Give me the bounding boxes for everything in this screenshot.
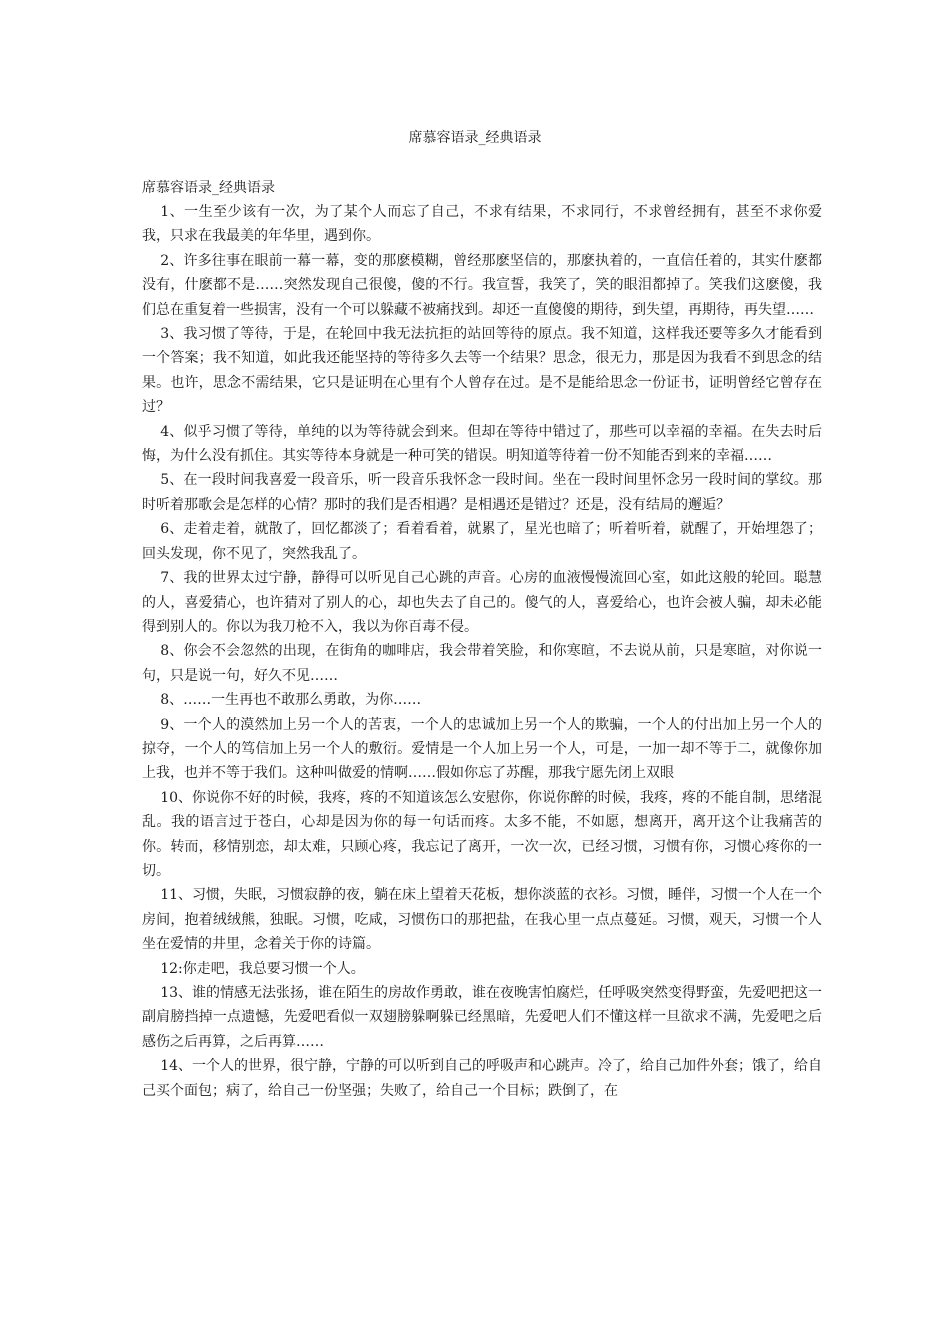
quote-paragraph: 2、许多往事在眼前一幕一幕，变的那麽模糊，曾经那麽坚信的，那麽执着的，一直信任着的，其实什麽都没有，什麽都不是……突然发现自己很傻，傻的不行。我宣誓，我笑了，笑的眼泪都掉了。笑我们这麽傻，我们总在重复着一些损害，没有一个可以躲藏不被痛找到。却还一直傻傻的期待，到失望，再期待，再失望…… <box>142 252 822 318</box>
quote-paragraph: 8、……一生再也不敢那么勇敢，为你…… <box>160 692 422 709</box>
quote-paragraph: 7、我的世界太过宁静，静得可以听见自己心跳的声音。心房的血液慢慢流回心室，如此这般的轮回。聪慧的人，喜爱猜心，也许猜对了别人的心，却也失去了自己的。傻气的人，喜爱给心，也许会被人骗，却未必能得到别人的。你以为我刀枪不入，我以为你百毒不侵。 <box>142 570 822 635</box>
quote-paragraph: 8、你会不会忽然的出现，在街角的咖啡店，我会带着笑脸，和你寒暄，不去说从前，只是寒暄，对你说一句，只是说一句，好久不见…… <box>142 643 822 684</box>
quote-paragraph: 10、你说你不好的时候，我疼，疼的不知道该怎么安慰你，你说你醉的时候，我疼，疼的不能自制，思绪混乱。我的语言过于苍白，心却是因为你的每一句话而疼。太多不能，不如愿，想离开，离开这个让我痛苦的你。转而，移情别恋，却太难，只顾心疼，我忘记了离开，一次一次，已经习惯，习惯有你，习惯心疼你的一切。 <box>142 789 822 879</box>
quote-paragraph: 11、习惯，失眠，习惯寂静的夜，躺在床上望着天花板，想你淡蓝的衣衫。习惯，睡伴，习惯一个人在一个房间，抱着绒绒熊，独眠。习惯，吃咸，习惯伤口的那把盐，在我心里一点点蔓延。习惯，观天，习惯一个人坐在爱情的井里，念着关于你的诗篇。 <box>142 887 822 953</box>
quote-paragraph: 4、似乎习惯了等待，单纯的以为等待就会到来。但却在等待中错过了，那些可以幸福的幸福。在失去时后悔，为什么没有抓住。其实等待本身就是一种可笑的错误。明知道等待着一份不知能否到来的幸福…… <box>142 423 822 465</box>
document-title: 席慕容语录_经典语录 <box>408 130 542 146</box>
quote-paragraph: 12:你走吧，我总要习惯一个人。 <box>160 960 365 977</box>
quote-paragraph: 6、走着走着，就散了，回忆都淡了；看着看着，就累了，星光也暗了；听着听着，就醒了，开始埋怨了；回头发现，你不见了，突然我乱了。 <box>142 521 822 562</box>
quote-paragraph: 13、谁的情感无法张扬，谁在陌生的房故作勇敢，谁在夜晚害怕腐烂，任呼吸突然变得野蛮，先爱吧把这一副肩膀挡掉一点遗憾，先爱吧看似一双翅膀躲啊躲已经黑暗，先爱吧人们不懂这样一旦欲求不满，先爱吧之后感伤之后再算，之后再算…… <box>142 985 822 1050</box>
quote-paragraph: 3、我习惯了等待，于是，在轮回中我无法抗拒的站回等待的原点。我不知道，这样我还要等多久才能看到一个答案；我不知道，如此我还能坚持的等待多久去等一个结果？思念，很无力，那是因为我看不到思念的结果。也许，思念不需结果，它只是证明在心里有个人曾存在过。是不是能给思念一份证书，证明曾经它曾存在过？ <box>142 326 822 416</box>
document-body <box>142 176 822 1103</box>
quote-paragraph: 1、一生至少该有一次，为了某个人而忘了自己，不求有结果，不求同行，不求曾经拥有，甚至不求你爱我，只求在我最美的年华里，遇到你。 <box>142 204 822 245</box>
quote-paragraph: 14、一个人的世界，很宁静，宁静的可以听到自己的呼吸声和心跳声。冷了，给自己加件外套；饿了，给自己买个面包；病了，给自己一份坚强；失败了，给自己一个目标；跌倒了，在 <box>142 1058 822 1099</box>
quote-paragraph: 5、在一段时间我喜爱一段音乐，听一段音乐我怀念一段时间。坐在一段时间里怀念另一段时间的掌纹。那时听着那歌会是怎样的心情？那时的我们是否相遇？是相遇还是错过？还是，没有结局的邂逅？ <box>142 472 822 513</box>
quote-paragraph: 9、一个人的漠然加上另一个人的苦衷，一个人的忠诚加上另一个人的欺骗，一个人的付出加上另一个人的掠夺，一个人的笃信加上另一个人的敷衍。爱情是一个人加上另一个人，可是，一加一却不等于二，就像你加上我，也并不等于我们。这种叫做爱的情啊……假如你忘了苏醒，那我宁愿先闭上双眼 <box>142 716 822 782</box>
document-subtitle: 席慕容语录_经典语录 <box>142 180 275 196</box>
